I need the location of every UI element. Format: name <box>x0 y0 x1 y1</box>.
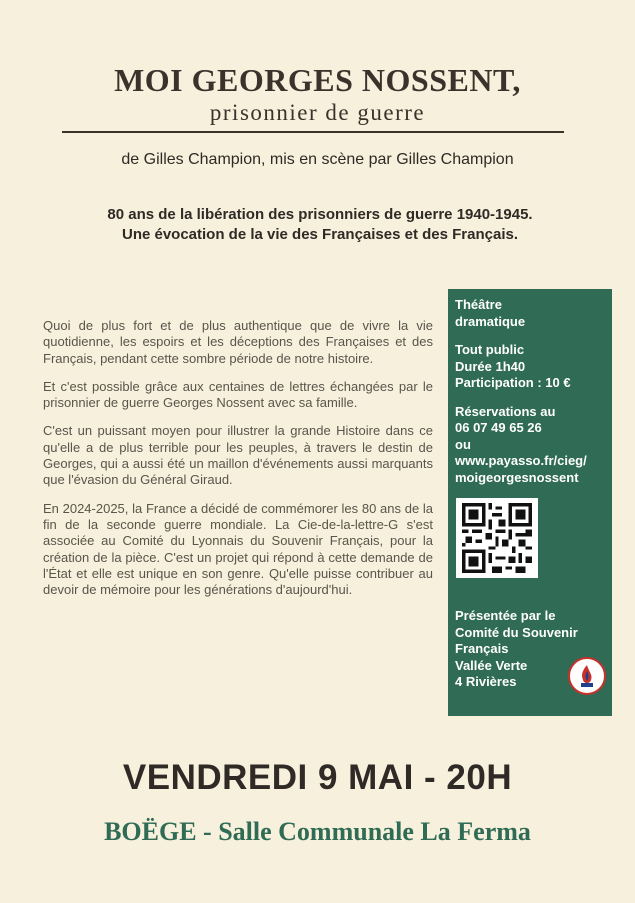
presenter-line-2: Comité du Souvenir <box>455 624 578 640</box>
event-venue: BOËGE - Salle Communale La Ferma <box>104 817 531 846</box>
presenter-line-3: Français <box>455 641 509 656</box>
description-paragraph: Et c'est possible grâce aux centaines de lettres échangées par le prisonnier de guerre Georges Nossent avec sa famille. <box>43 378 433 411</box>
genre-line-2: dramatique <box>455 313 526 329</box>
description <box>43 318 433 610</box>
presenter-line-1: Présentée par le <box>455 608 556 623</box>
tagline-line-1: 80 ans de la libération des prisonniers de guerre 1940-1945. <box>107 206 533 223</box>
reservation-url-2[interactable]: moigeorgesnossent <box>455 469 579 485</box>
presenter-line-5: 4 Rivières <box>455 674 517 689</box>
genre-line-1: Théâtre <box>455 297 502 312</box>
description-paragraph: C'est un puissant moyen pour illustrer la grande Histoire dans ce qu'elle a de plus terrible pour les peuples, à travers le destin de Georges, qui a aussi été un maillon d'événements aussi marquants que l'évasion du Général Giraud. <box>43 423 433 488</box>
audience: Tout public <box>455 342 525 357</box>
details-block <box>455 342 605 392</box>
souvenir-francais-logo <box>568 657 606 695</box>
presenter-line-4: Vallée Verte <box>455 657 528 673</box>
author-line: de Gilles Champion, mis en scène par Gilles Champion <box>121 151 514 168</box>
info-panel <box>448 289 612 716</box>
reservation-label: Réservations au <box>455 403 556 419</box>
or-label: ou <box>455 436 471 452</box>
page-subtitle: prisonnier de guerre <box>209 100 426 125</box>
page-title: MOI GEORGES NOSSENT, <box>114 62 521 98</box>
reservation-block <box>455 404 605 487</box>
qr-code[interactable] <box>456 498 538 578</box>
flame-emblem-icon <box>572 661 602 691</box>
phone-number[interactable]: 06 07 49 65 26 <box>455 420 542 435</box>
qr-code-icon <box>461 503 533 573</box>
reservation-url-1[interactable]: www.payasso.fr/cieg/ <box>455 453 587 468</box>
price: Participation : 10 € <box>455 375 571 390</box>
event-date: VENDREDI 9 MAI - 20H <box>122 758 513 797</box>
description-paragraph: En 2024-2025, la France a décidé de commémorer les 80 ans de la fin de la seconde guerre mondiale. La Cie-de-la-lettre-G s'est associée au Comité du Lyonnais du Souvenir Français, pour la création de la pièce. C'est un projet qui répond à cette demande de l'État et elle est unique en son genre. Qu'elle puisse contribuer au devoir de mémoire pour les générations d'aujourd'hui. <box>43 500 433 598</box>
tagline <box>40 205 600 245</box>
duration: Durée 1h40 <box>455 358 526 374</box>
description-paragraph: Quoi de plus fort et de plus authentique que de vivre la vie quotidienne, les espoirs et les déceptions des Françaises et des Français, pendant cette sombre période de notre histoire. <box>43 318 433 366</box>
genre-block <box>455 297 605 330</box>
tagline-line-2: Une évocation de la vie des Françaises et des Français. <box>121 226 518 243</box>
title-divider <box>62 131 564 133</box>
